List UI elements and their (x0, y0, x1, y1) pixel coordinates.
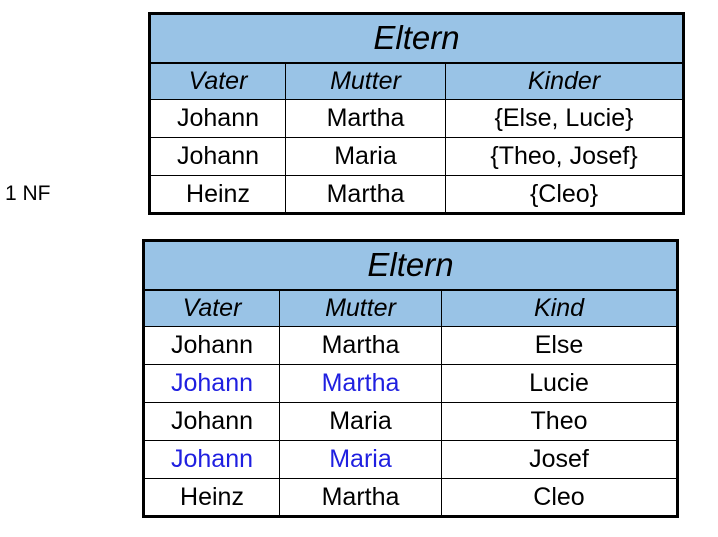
column-header-kinder: Kinder (446, 63, 684, 100)
cell-mutter: Martha (280, 365, 442, 403)
cell-vater: Heinz (150, 176, 286, 214)
cell-kinder: {Cleo} (446, 176, 684, 214)
eltern-flat-table (142, 239, 679, 518)
table-row (144, 441, 678, 479)
table-title-row (150, 14, 684, 63)
table-row (144, 403, 678, 441)
cell-vater: Johann (144, 365, 280, 403)
table-header-row (150, 63, 684, 100)
cell-kind: Else (442, 327, 678, 365)
table-header-row (144, 290, 678, 327)
table-row (144, 479, 678, 517)
cell-mutter: Martha (286, 176, 446, 214)
cell-vater: Johann (144, 403, 280, 441)
table-row (144, 327, 678, 365)
cell-kind: Josef (442, 441, 678, 479)
eltern-nested-table (148, 12, 685, 215)
table-row (150, 176, 684, 214)
cell-kinder: {Theo, Josef} (446, 138, 684, 176)
column-header-kind: Kind (442, 290, 678, 327)
cell-kind: Theo (442, 403, 678, 441)
table-row (144, 365, 678, 403)
cell-vater: Johann (144, 441, 280, 479)
column-header-vater: Vater (144, 290, 280, 327)
cell-vater: Heinz (144, 479, 280, 517)
table-title: Eltern (144, 241, 678, 290)
cell-kinder: {Else, Lucie} (446, 100, 684, 138)
table-row (150, 138, 684, 176)
cell-mutter: Maria (280, 441, 442, 479)
cell-vater: Johann (150, 138, 286, 176)
cell-vater: Johann (144, 327, 280, 365)
cell-kind: Lucie (442, 365, 678, 403)
table-title: Eltern (150, 14, 684, 63)
normal-form-label: 1 NF (5, 182, 51, 205)
cell-mutter: Maria (286, 138, 446, 176)
cell-vater: Johann (150, 100, 286, 138)
column-header-mutter: Mutter (286, 63, 446, 100)
column-header-mutter: Mutter (280, 290, 442, 327)
cell-mutter: Martha (286, 100, 446, 138)
table-row (150, 100, 684, 138)
table-title-row (144, 241, 678, 290)
cell-kind: Cleo (442, 479, 678, 517)
cell-mutter: Martha (280, 327, 442, 365)
column-header-vater: Vater (150, 63, 286, 100)
cell-mutter: Maria (280, 403, 442, 441)
cell-mutter: Martha (280, 479, 442, 517)
